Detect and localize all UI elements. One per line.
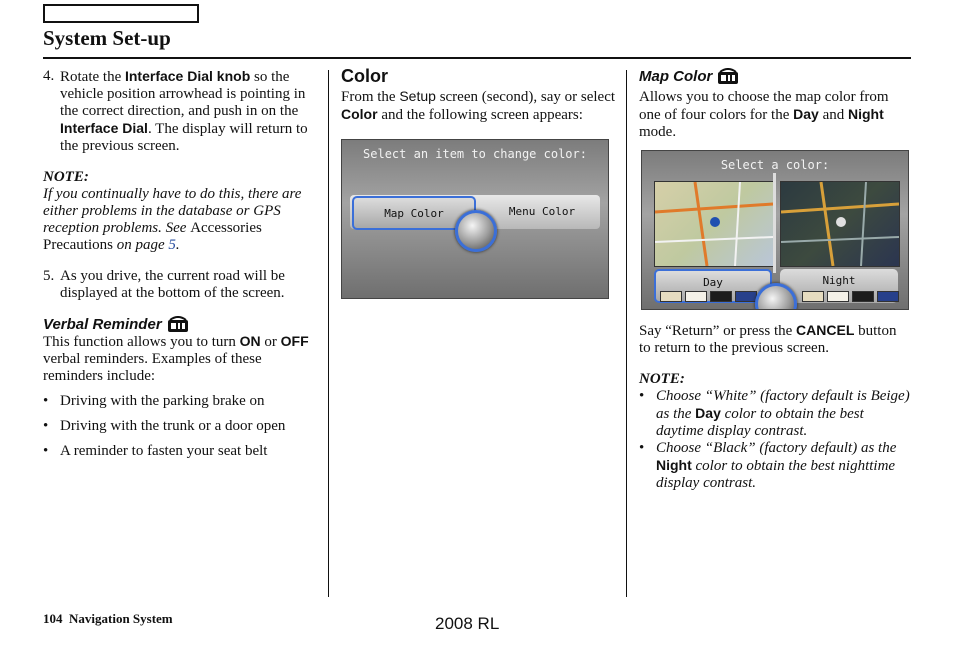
reminder-list [43,393,318,460]
map-color-text [639,89,911,141]
section-name: Navigation System [69,611,173,626]
text: verbal reminders. Examples of these reminders include: [43,351,262,384]
text: or [260,334,281,350]
color-swatch[interactable] [710,291,732,302]
text: mode. [639,124,677,140]
page-link[interactable]: 5 [168,237,176,253]
list-item [43,443,318,460]
header-tab-box [43,4,199,23]
column-divider-2 [626,70,627,597]
day-button-label: Day [703,276,723,289]
bullet: • [43,418,49,434]
text: Say “Return” or press the [639,323,797,339]
list-item-text: A reminder to fasten your seat belt [60,443,268,459]
color-swatch[interactable] [877,291,899,302]
menu-color-button[interactable]: Menu Color [508,204,576,218]
interface-dial-knob[interactable] [455,210,497,252]
heading-text: Verbal Reminder [43,316,162,333]
step-5 [43,268,318,302]
color-text [341,88,616,124]
step-4 [43,68,318,155]
text: color to obtain the best nighttime display contrast. [656,458,896,491]
list-item-text: Driving with the parking brake on [60,393,265,409]
color-swatch[interactable] [802,291,824,302]
note-item-text [656,440,911,492]
color-swatch[interactable] [852,291,874,302]
day-label: Day [695,405,721,421]
text: Rotate the [60,69,125,85]
page-title: System Set-up [43,26,171,50]
off-label: OFF [280,333,309,349]
night-label: Night [656,457,692,473]
screen-title: Select a color: [720,158,830,172]
on-label: ON [239,333,261,349]
bullet: • [639,388,645,404]
bullet: • [639,440,645,456]
day-map-preview [654,181,774,267]
column-1 [43,68,318,468]
text: . [175,237,180,253]
text: screen (second), say or select [435,89,616,105]
text: color to obtain the best daytime display contrast. [656,406,864,439]
list-item-text: Driving with the trunk or a door open [60,418,286,434]
bullet: • [43,393,49,409]
divider-line [773,173,776,273]
text: so the vehicle position arrowhead is pointing in the correct direction, and push in on the [60,69,306,119]
text: Choose “Black” (factory default) as the [656,440,897,456]
color-heading: Color [341,66,388,86]
color-label: Color [341,106,378,122]
text: Allows you to choose the map color from one of four colors for the [639,89,889,123]
text: Accessories Precautions [43,220,262,253]
step-text: As you drive, the current road will be displayed at the bottom of the screen. [60,268,285,301]
page-number: 104 [43,611,63,626]
note-item-text [656,388,911,440]
night-label: Night [847,106,884,122]
day-swatches [660,291,757,302]
bullet: • [43,443,49,459]
color-swatch[interactable] [735,291,757,302]
cancel-label: CANCEL [796,322,855,338]
color-swatch[interactable] [685,291,707,302]
interface-dial-knob-label: Interface Dial knob [124,68,251,84]
text: and the following screen appears: [377,107,583,123]
list-item [639,440,911,492]
step-number: 5. [43,268,55,284]
voice-command-icon [717,68,739,85]
column-3 [639,68,911,492]
note-label: NOTE: [639,371,685,387]
column-divider-1 [328,70,329,597]
text: on page [112,237,169,253]
step-text [60,68,318,155]
heading-text: Map Color [639,68,713,85]
header-rule [43,57,911,59]
color-swatch[interactable] [660,291,682,302]
night-button-label: Night [822,274,856,287]
list-item [43,393,318,410]
note-list [639,388,911,492]
verbal-reminder-text [43,333,318,385]
note-label: NOTE: [43,169,89,185]
screen-title: Select an item to change color: [363,147,587,161]
map-color-screen [641,150,909,310]
step-number: 4. [43,68,55,84]
map-color-button[interactable]: Map Color [352,196,476,230]
night-swatches [802,291,899,302]
text: button to return to the previous screen. [639,323,897,356]
list-item [639,388,911,440]
return-text [639,322,911,357]
night-map-preview [780,181,900,267]
color-screen [341,139,609,299]
footer-page [43,611,173,627]
day-label: Day [793,106,819,122]
voice-command-icon [167,316,189,333]
map-color-heading [639,68,911,85]
text: If you continually have to do this, there are either problems in the database or GPS reception problems. See [43,186,302,236]
text: This function allows you to turn [43,334,240,350]
column-2 [341,68,616,299]
verbal-reminder-heading [43,316,318,333]
text: From the [341,89,400,105]
list-item [43,418,318,435]
interface-dial-label: Interface Dial [60,120,148,136]
text: and [818,107,848,123]
text: Choose “White” (factory default is Beige) as the [656,388,910,422]
color-swatch[interactable] [827,291,849,302]
text: . The display will return to the previous screen. [60,121,308,154]
note-text [43,186,318,254]
footer-model: 2008 RL [435,614,500,633]
setup-label: Setup [399,88,436,104]
